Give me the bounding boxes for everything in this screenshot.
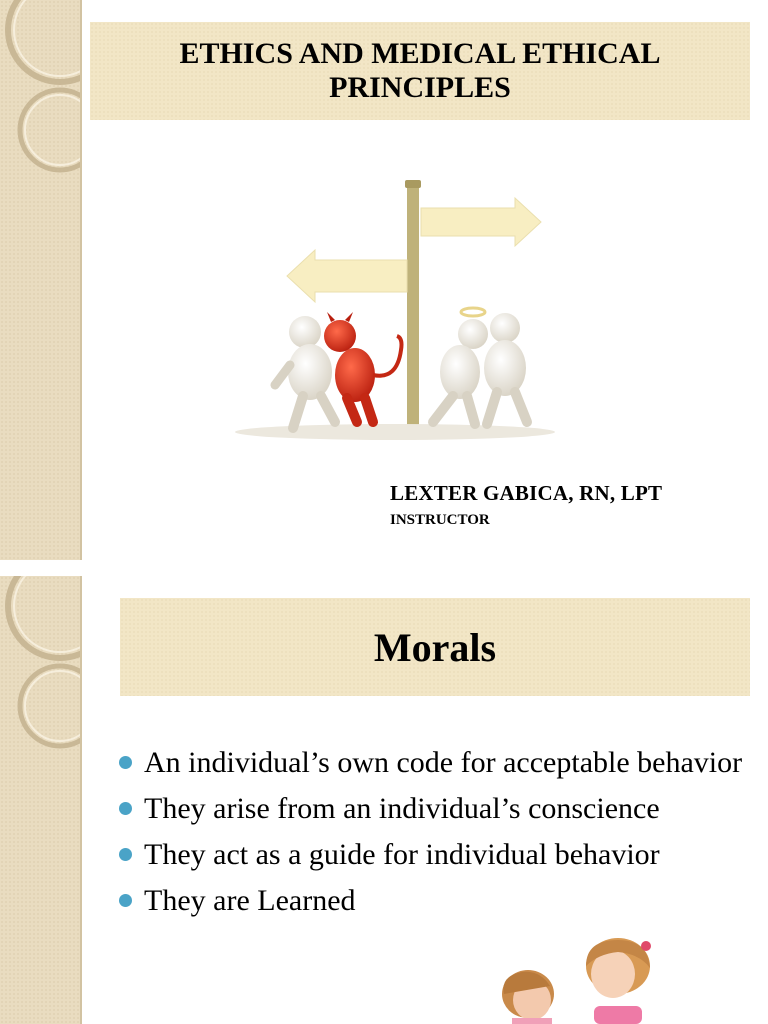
bullet-item: They arise from an individual’s conscience bbox=[116, 788, 756, 829]
sidebar-decoration bbox=[0, 576, 82, 1024]
author-role: INSTRUCTOR bbox=[390, 512, 490, 528]
slide-title: Morals bbox=[120, 598, 750, 696]
signpost-illustration bbox=[175, 160, 565, 450]
ring-decoration bbox=[0, 0, 82, 560]
sidebar-decoration bbox=[0, 0, 82, 560]
bullet-icon bbox=[119, 894, 132, 907]
bullet-icon bbox=[119, 802, 132, 815]
slide-title: ETHICS AND MEDICAL ETHICAL PRINCIPLES bbox=[90, 22, 750, 120]
slide-gap bbox=[0, 560, 768, 576]
ring-decoration bbox=[0, 576, 82, 1024]
author-name: LEXTER GABICA, RN, LPT bbox=[390, 481, 663, 505]
slide-2 bbox=[0, 576, 768, 1024]
bullet-item: They are Learned bbox=[116, 880, 756, 921]
bullet-item: They act as a guide for individual behavior bbox=[116, 834, 756, 875]
bullet-icon bbox=[119, 756, 132, 769]
bullet-icon bbox=[119, 848, 132, 861]
children-photo bbox=[418, 932, 688, 1024]
bullet-list bbox=[116, 742, 756, 926]
bullet-item: An individual’s own code for acceptable behavior bbox=[116, 742, 756, 783]
